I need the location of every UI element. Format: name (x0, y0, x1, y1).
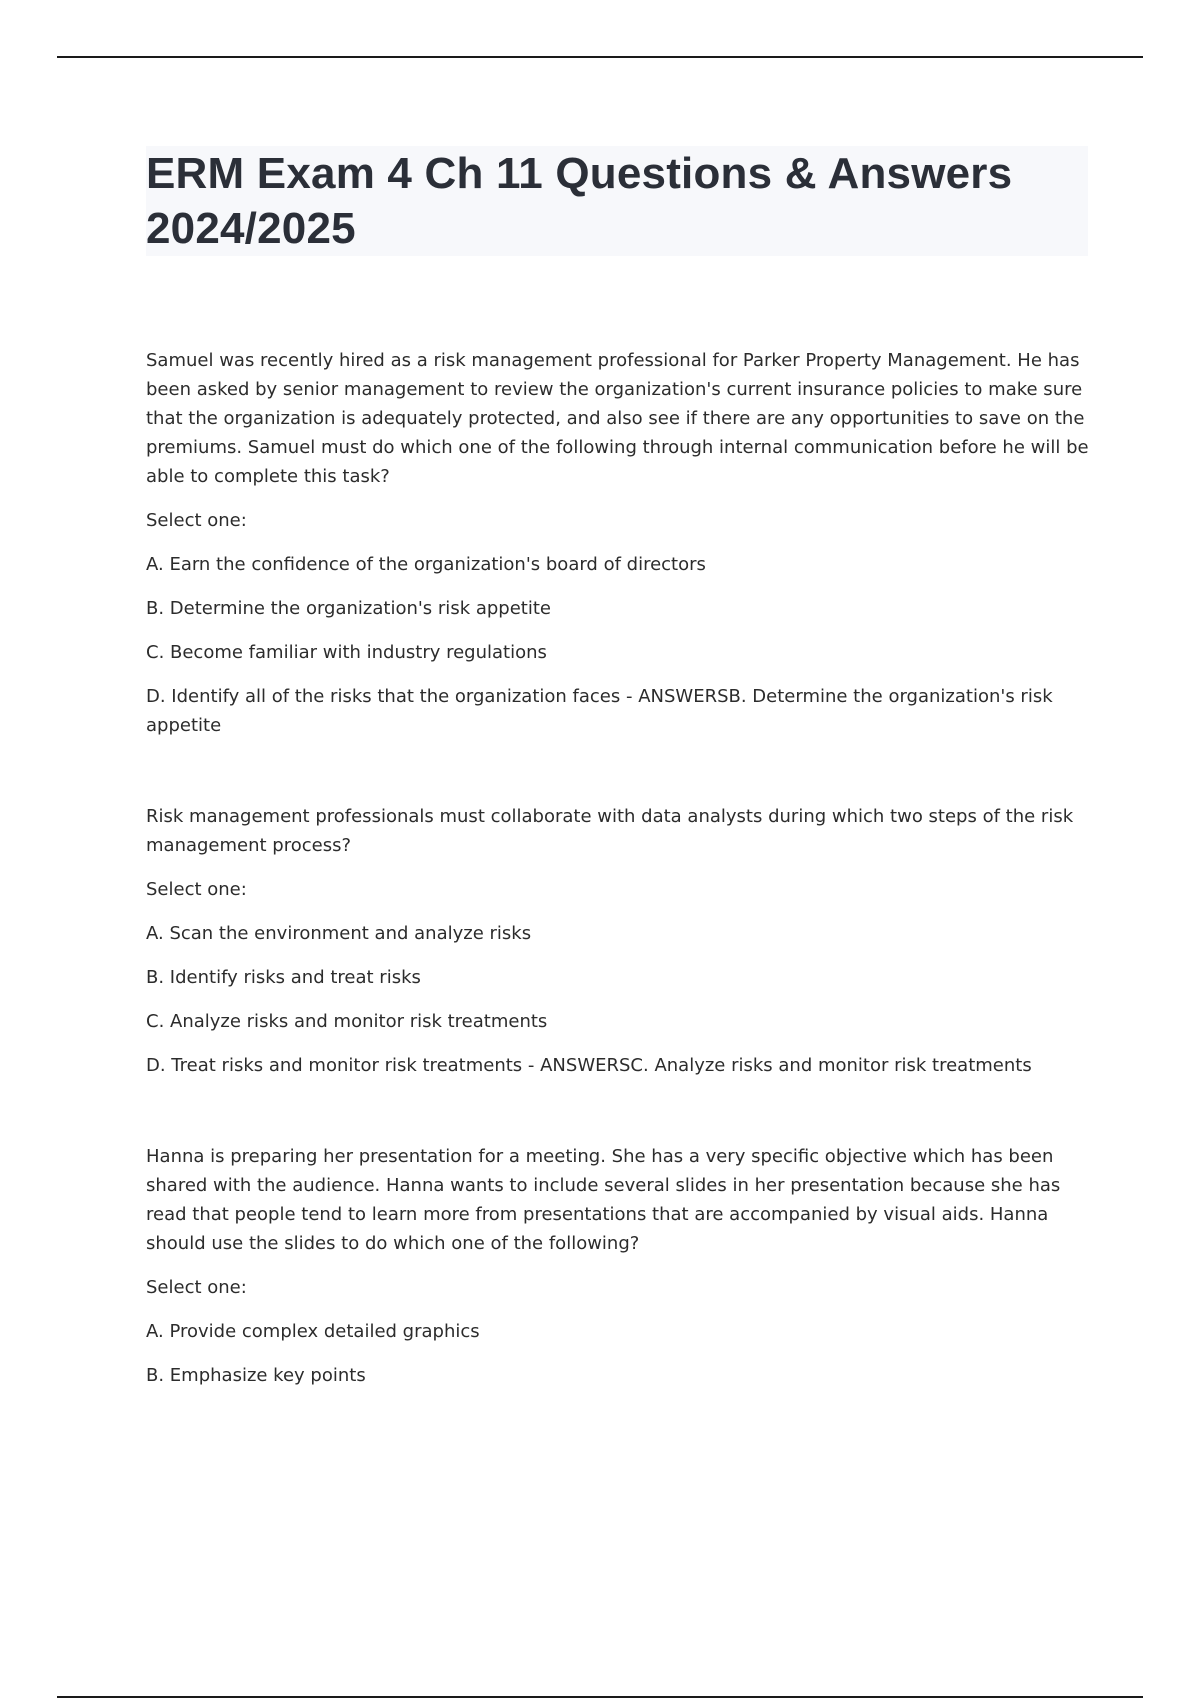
answer-option: B. Identify risks and treat risks (146, 967, 421, 988)
answer-option: C. Become familiar with industry regulations (146, 642, 547, 663)
answer-option: A. Scan the environment and analyze risks (146, 923, 532, 944)
answer-option: A. Provide complex detailed graphics (146, 1321, 480, 1342)
document-body (146, 346, 1096, 1405)
top-rule (57, 56, 1143, 58)
answer-option: D. Treat risks and monitor risk treatments - ANSWERSC. Analyze risks and monitor risk treatments (146, 1055, 1032, 1076)
question-text: Hanna is preparing her presentation for a meeting. She has a very specific objective which has been shared with the audience. Hanna wants to include several slides in her presentation because she has read that people tend to learn more from presentations that are accompanied by visual aids. Hanna should use the slides to do which one of the following? (146, 1146, 1061, 1254)
answer-option: B. Determine the organization's risk appetite (146, 598, 551, 619)
bottom-rule (57, 1696, 1143, 1698)
title-banner (146, 146, 1088, 256)
question-block-2 (146, 802, 1096, 1080)
answer-option: B. Emphasize key points (146, 1365, 366, 1386)
answer-option: A. Earn the confidence of the organization's board of directors (146, 554, 706, 575)
question-text: Risk management professionals must collaborate with data analysts during which two steps of the risk management process? (146, 806, 1074, 856)
answer-option: D. Identify all of the risks that the organization faces - ANSWERSB. Determine the organization's risk appetite (146, 686, 1053, 736)
question-block-3 (146, 1142, 1096, 1390)
page-title: ERM Exam 4 Ch 11 Questions & Answers 2024/2025 (146, 149, 1013, 253)
question-text: Samuel was recently hired as a risk management professional for Parker Property Management. He has been asked by senior management to review the organization's current insurance policies to make sure that the organization is adequately protected, and also see if there are any opportunities to save on the premiums. Samuel must do which one of the following through internal communication before he will be able to complete this task? (146, 350, 1089, 487)
select-one-label: Select one: (146, 1277, 247, 1298)
question-block-1 (146, 346, 1096, 740)
select-one-label: Select one: (146, 879, 247, 900)
answer-option: C. Analyze risks and monitor risk treatments (146, 1011, 548, 1032)
select-one-label: Select one: (146, 510, 247, 531)
